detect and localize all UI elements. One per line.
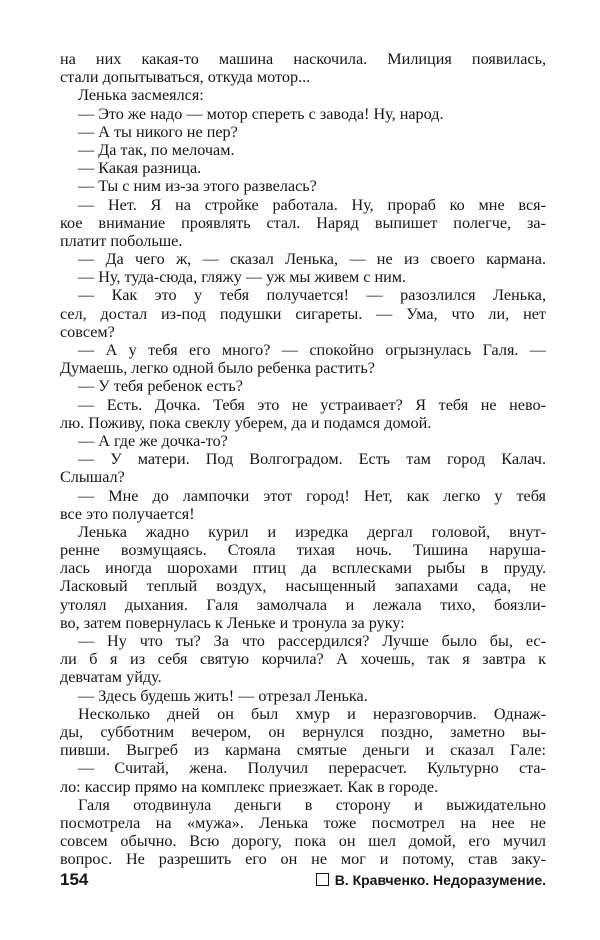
page-number: 154	[60, 870, 89, 889]
text-line: ды, субботним вечером, он вернулся поздно, заметно вы-	[60, 722, 546, 741]
text-line: Несколько дней он был хмур и неразговорчив. Однаж-	[78, 704, 546, 723]
text-line: — Есть. Дочка. Тебя это не устраивает? Я тебя не нево-	[78, 395, 546, 414]
text-line: сел, достал из-под подушки сигареты. — Ума, что ли, нет	[60, 304, 546, 323]
text-line: стали допытываться, откуда мотор...	[60, 68, 311, 87]
text-line: — Да чего ж, — сказал Ленька, — не из своего кармана.	[78, 250, 546, 269]
text-line: все это получается!	[60, 504, 195, 523]
text-line: Галя отодвинула деньги в сторону и выжидательно	[78, 795, 546, 814]
text-line: — Мне до лампочки этот город! Нет, как легко у тебя	[78, 486, 546, 505]
text-line: — Нет. Я на стройке работала. Ну, прораб ко мне вся-	[78, 195, 546, 214]
text-line: посмотрела на «мужа». Ленька тоже посмотрел на нее не	[60, 813, 546, 832]
text-line: — А где же дочка-то?	[78, 431, 228, 450]
text-line: — Как это у тебя получается! — разозлился Ленька,	[78, 286, 546, 305]
text-line: — А у тебя его много? — спокойно огрызнулась Галя. —	[78, 341, 546, 359]
text-line: на них какая-то машина наскочила. Милиция появилась,	[60, 50, 546, 68]
text-line: — Ты с ним из-за этого развелась?	[78, 177, 317, 196]
text-line: — У матери. Под Волгоградом. Есть там город Калач.	[78, 450, 546, 469]
text-line: утолял дыхания. Галя замолчала и лежала тихо, боязли-	[60, 595, 546, 614]
text-line: — Ну, туда-сюда, гляжу — уж мы живем с ним.	[78, 268, 407, 287]
page-body	[60, 50, 546, 868]
text-line: — Считай, жена. Получил перерасчет. Культурно ста-	[78, 759, 546, 778]
text-line: Думаешь, легко одной было ребенка растить?	[60, 359, 375, 378]
text-line: — А ты никого не пер?	[78, 122, 238, 141]
text-line: лю. Поживу, пока свеклу уберем, да и подамся домой.	[60, 413, 432, 432]
text-line: девчатам уйду.	[60, 668, 162, 687]
text-line: платит побольше.	[60, 231, 183, 250]
text-line: ренне возмущаясь. Стояла тихая ночь. Тишина наруша-	[60, 541, 546, 560]
text-line: во, затем повернулась к Леньке и тронула за руку:	[60, 613, 405, 632]
text-line: — Это же надо — мотор спереть с завода! Ну, народ.	[78, 104, 444, 123]
page-footer	[60, 870, 546, 892]
author-title: В. Кравченко. Недоразумение.	[334, 872, 546, 888]
text-line: — Да так, по мелочам.	[78, 140, 235, 159]
text-line: — Какая разница.	[78, 159, 202, 178]
text-line: — Ну что ты? За что рассердился? Лучше было бы, ес-	[78, 632, 546, 650]
text-line: Ласковый теплый воздух, насыщенный запахами сада, не	[60, 577, 546, 596]
text-line: кое внимание проявлять стал. Наряд выпишет полегче, за-	[60, 213, 546, 232]
text-line: совсем?	[60, 322, 115, 341]
text-line: — Здесь будешь жить! — отрезал Ленька.	[78, 686, 368, 705]
text-line: лась иногда шорохами птиц да всплесками рыбы в пруду.	[60, 559, 546, 578]
text-line: Слышал?	[60, 468, 125, 487]
text-line: — У тебя ребенок есть?	[78, 377, 243, 396]
running-footer	[316, 872, 546, 888]
text-line: совсем обычно. Всю дорогу, пока он шел домой, его мучил	[60, 832, 546, 851]
text-line: Ленька засмеялся:	[78, 86, 204, 105]
square-bullet-icon	[316, 873, 329, 886]
text-line: ли б я из себя святую корчила? А хочешь, так я завтра к	[60, 650, 546, 669]
text-line: ло: кассир прямо на комплекс приезжает. Как в городе.	[60, 777, 439, 796]
text-line: Ленька жадно курил и изредка дергал головой, внут-	[78, 522, 546, 541]
text-line: пивши. Выгреб из кармана смятые деньги и сказал Гале:	[60, 741, 546, 760]
text-line: вопрос. Не разрешить его он не мог и потому, став заку-	[60, 850, 546, 869]
